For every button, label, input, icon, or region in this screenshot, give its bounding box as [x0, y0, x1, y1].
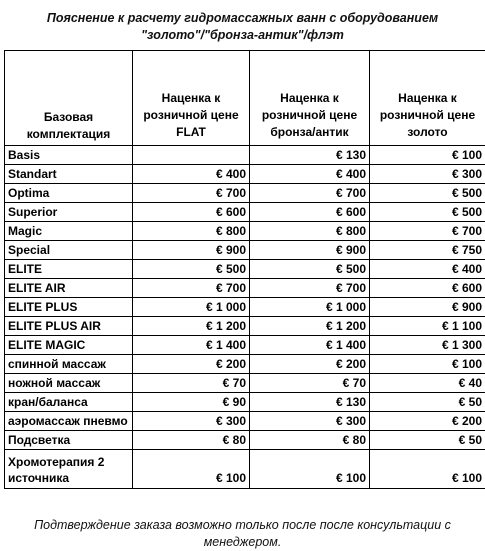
row-name-cell: спинной массаж — [5, 355, 133, 374]
bronze-markup-cell: € 130 — [250, 393, 370, 412]
flat-markup-cell: € 90 — [133, 393, 250, 412]
gold-markup-cell: € 900 — [370, 298, 485, 317]
table-row — [5, 184, 485, 203]
bronze-markup-cell: € 300 — [250, 412, 370, 431]
gold-markup-cell: € 500 — [370, 184, 485, 203]
bronze-markup-cell: € 400 — [250, 165, 370, 184]
table-row — [5, 165, 485, 184]
flat-markup-cell: € 70 — [133, 374, 250, 393]
table-body — [5, 146, 485, 489]
bronze-markup-cell: € 800 — [250, 222, 370, 241]
flat-markup-cell: € 200 — [133, 355, 250, 374]
gold-markup-cell: € 1 300 — [370, 336, 485, 355]
table-row — [5, 241, 485, 260]
flat-markup-cell: € 300 — [133, 412, 250, 431]
table-row — [5, 203, 485, 222]
bronze-markup-cell: € 700 — [250, 279, 370, 298]
bronze-markup-cell: € 900 — [250, 241, 370, 260]
row-name-cell: аэромассаж пневмо — [5, 412, 133, 431]
table-row — [5, 450, 485, 489]
flat-markup-cell: € 700 — [133, 279, 250, 298]
note-line-1: Подтверждение заказа возможно только после после консультации с — [0, 517, 485, 534]
flat-markup-cell: € 100 — [133, 450, 250, 489]
row-name-cell: ELITE PLUS — [5, 298, 133, 317]
gold-markup-cell: € 600 — [370, 279, 485, 298]
flat-markup-cell: € 600 — [133, 203, 250, 222]
row-name-cell: Optima — [5, 184, 133, 203]
gold-markup-cell: € 700 — [370, 222, 485, 241]
gold-markup-cell: € 500 — [370, 203, 485, 222]
bronze-markup-cell: € 200 — [250, 355, 370, 374]
title-line-2: "золото"/"бронза-антик"/флэт — [0, 27, 485, 44]
bronze-markup-cell: € 1 000 — [250, 298, 370, 317]
gold-markup-cell: € 100 — [370, 355, 485, 374]
row-name-cell: Подсветка — [5, 431, 133, 450]
row-name-cell: ELITE — [5, 260, 133, 279]
table-row — [5, 222, 485, 241]
header-base-package: Базовая комплектация — [5, 51, 133, 146]
table-row — [5, 260, 485, 279]
bronze-markup-cell: € 130 — [250, 146, 370, 165]
table-header-row — [5, 51, 485, 146]
table-row — [5, 431, 485, 450]
gold-markup-cell: € 400 — [370, 260, 485, 279]
bronze-markup-cell: € 1 400 — [250, 336, 370, 355]
gold-markup-cell: € 50 — [370, 431, 485, 450]
row-name-cell: Special — [5, 241, 133, 260]
flat-markup-cell: € 700 — [133, 184, 250, 203]
bronze-markup-cell: € 1 200 — [250, 317, 370, 336]
note-line-2: менеджером. — [0, 534, 485, 551]
header-gold-markup: Наценка к розничной цене золото — [370, 51, 485, 146]
title-line-1: Пояснение к расчету гидромассажных ванн с оборудованием — [0, 10, 485, 27]
gold-markup-cell: € 100 — [370, 450, 485, 489]
row-name-cell: ножной массаж — [5, 374, 133, 393]
table-row — [5, 146, 485, 165]
row-name-cell: кран/баланса — [5, 393, 133, 412]
flat-markup-cell — [133, 146, 250, 165]
flat-markup-cell: € 1 000 — [133, 298, 250, 317]
table-row — [5, 317, 485, 336]
row-name-cell: Standart — [5, 165, 133, 184]
table-row — [5, 412, 485, 431]
table-row — [5, 336, 485, 355]
table-row — [5, 355, 485, 374]
gold-markup-cell: € 100 — [370, 146, 485, 165]
row-name-cell: Basis — [5, 146, 133, 165]
bronze-markup-cell: € 500 — [250, 260, 370, 279]
header-flat-markup: Наценка к розничной цене FLAT — [133, 51, 250, 146]
flat-markup-cell: € 500 — [133, 260, 250, 279]
gold-markup-cell: € 200 — [370, 412, 485, 431]
row-name-cell: Хромотерапия 2 источника — [5, 450, 133, 489]
table-row — [5, 393, 485, 412]
flat-markup-cell: € 80 — [133, 431, 250, 450]
document-title — [0, 10, 485, 44]
price-markup-table — [4, 50, 485, 489]
row-name-cell: ELITE MAGIC — [5, 336, 133, 355]
bronze-markup-cell: € 70 — [250, 374, 370, 393]
gold-markup-cell: € 750 — [370, 241, 485, 260]
gold-markup-cell: € 50 — [370, 393, 485, 412]
row-name-cell: ELITE AIR — [5, 279, 133, 298]
flat-markup-cell: € 1 200 — [133, 317, 250, 336]
table-row — [5, 298, 485, 317]
table-row — [5, 374, 485, 393]
flat-markup-cell: € 800 — [133, 222, 250, 241]
flat-markup-cell: € 1 400 — [133, 336, 250, 355]
row-name-cell: ELITE PLUS AIR — [5, 317, 133, 336]
flat-markup-cell: € 900 — [133, 241, 250, 260]
bronze-markup-cell: € 600 — [250, 203, 370, 222]
gold-markup-cell: € 40 — [370, 374, 485, 393]
row-name-cell: Superior — [5, 203, 133, 222]
bronze-markup-cell: € 100 — [250, 450, 370, 489]
gold-markup-cell: € 1 100 — [370, 317, 485, 336]
bronze-markup-cell: € 80 — [250, 431, 370, 450]
gold-markup-cell: € 300 — [370, 165, 485, 184]
table-row — [5, 279, 485, 298]
flat-markup-cell: € 400 — [133, 165, 250, 184]
footer-note — [0, 517, 485, 551]
header-bronze-markup: Наценка к розничной цене бронза/антик — [250, 51, 370, 146]
row-name-cell: Magic — [5, 222, 133, 241]
bronze-markup-cell: € 700 — [250, 184, 370, 203]
